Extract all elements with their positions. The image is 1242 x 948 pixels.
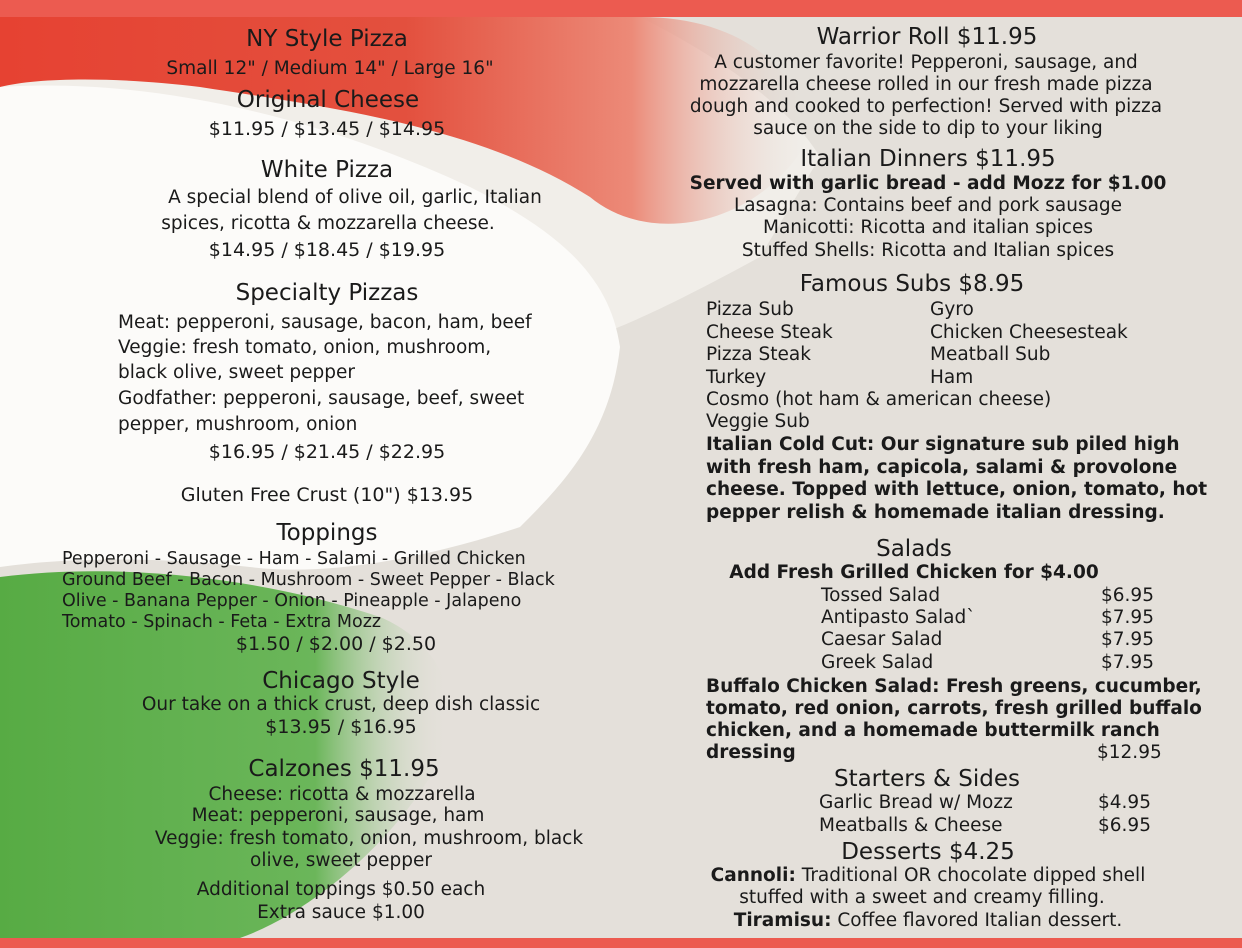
- calzones-extra-sauce: Extra sauce $1.00: [257, 902, 425, 923]
- starters-sides-title: Starters & Sides: [833, 766, 1021, 792]
- buffalo-chicken-salad-1: Buffalo Chicken Salad: Fresh greens, cucumber,: [706, 676, 1202, 697]
- famous-subs-title: Famous Subs $8.95: [799, 271, 1025, 297]
- bottom-stripe: [0, 938, 1242, 948]
- toppings-line-1: Pepperoni - Sausage - Ham - Salami - Grilled Chicken: [62, 549, 526, 569]
- warrior-roll-desc-3: dough and cooked to perfection! Served with pizza: [689, 96, 1163, 117]
- calzones-veggie: Veggie: fresh tomato, onion, mushroom, black: [154, 828, 584, 849]
- salad-name: Antipasto Salad`: [821, 607, 976, 628]
- dessert-cannoli-1: Cannoli: Traditional OR chocolate dipped shell: [710, 865, 1146, 886]
- white-pizza-price: $14.95 / $18.45 / $19.95: [208, 239, 446, 261]
- warrior-roll-desc-4: sauce on the side to dip to your liking: [753, 118, 1103, 139]
- specialty-pizzas-title: Specialty Pizzas: [235, 280, 419, 306]
- dinner-stuffed-shells: Stuffed Shells: Ricotta and Italian spices: [741, 240, 1115, 261]
- original-cheese-title: Original Cheese: [236, 87, 420, 113]
- calzones-title: Calzones $11.95: [248, 756, 440, 782]
- sub-cosmo: Cosmo (hot ham & american cheese): [706, 389, 1052, 410]
- italian-cold-cut-2: with fresh ham, capicola, salami & provolone: [706, 457, 1178, 478]
- warrior-roll-desc-1: A customer favorite! Pepperoni, sausage, and: [714, 52, 1138, 73]
- sub-item: Turkey: [706, 367, 767, 388]
- sub-item: Gyro: [930, 299, 974, 320]
- sub-item: Pizza Sub: [706, 299, 794, 320]
- dessert-cannoli-2: stuffed with a sweet and creamy filling.: [739, 887, 1105, 908]
- buffalo-chicken-salad-2: tomato, red onion, carrots, fresh grilled buffalo: [706, 698, 1202, 719]
- starter-name: Meatballs & Cheese: [819, 815, 1003, 836]
- original-cheese-price: $11.95 / $13.45 / $14.95: [208, 118, 446, 140]
- sub-item: Chicken Cheesesteak: [930, 322, 1128, 343]
- sub-item: Pizza Steak: [706, 344, 811, 365]
- italian-cold-cut-3: cheese. Topped with lettuce, onion, tomato, hot: [706, 479, 1208, 500]
- starter-name: Garlic Bread w/ Mozz: [819, 792, 1013, 813]
- italian-dinners-served-with: Served with garlic bread - add Mozz for $1.00: [689, 173, 1167, 194]
- specialty-godfather-cont: pepper, mushroom, onion: [118, 414, 358, 435]
- sub-veggie: Veggie Sub: [706, 411, 810, 432]
- salad-name: Tossed Salad: [821, 585, 941, 606]
- dinner-manicotti: Manicotti: Ricotta and italian spices: [763, 217, 1093, 238]
- toppings-title: Toppings: [276, 520, 378, 546]
- toppings-price: $1.50 / $2.00 / $2.50: [235, 633, 437, 655]
- calzones-meat: Meat: pepperoni, sausage, ham: [191, 805, 485, 826]
- italian-cold-cut-1: Italian Cold Cut: Our signature sub piled high: [706, 434, 1180, 455]
- ny-style-sizes: Small 12" / Medium 14" / Large 16": [166, 58, 494, 79]
- salad-price: $7.95: [1101, 607, 1154, 628]
- calzones-cheese: Cheese: ricotta & mozzarella: [208, 784, 476, 805]
- sub-item: Ham: [930, 367, 974, 388]
- chicago-style-desc: Our take on a thick crust, deep dish classic: [141, 694, 541, 715]
- salad-price: $7.95: [1101, 652, 1154, 673]
- calzones-veggie-cont: olive, sweet pepper: [250, 850, 432, 871]
- salad-price: $7.95: [1101, 629, 1154, 650]
- salad-name: Caesar Salad: [821, 629, 943, 650]
- toppings-line-4: Tomato - Spinach - Feta - Extra Mozz: [62, 612, 382, 632]
- starter-price: $6.95: [1098, 815, 1151, 836]
- calzones-additional-toppings: Additional toppings $0.50 each: [196, 879, 486, 900]
- ny-style-title: NY Style Pizza: [246, 26, 408, 52]
- salads-add-chicken: Add Fresh Grilled Chicken for $4.00: [729, 562, 1099, 583]
- italian-cold-cut-4: pepper relish & homemade italian dressing.: [706, 502, 1165, 523]
- specialty-meat: Meat: pepperoni, sausage, bacon, ham, beef: [118, 312, 532, 333]
- toppings-line-2: Ground Beef - Bacon - Mushroom - Sweet Pepper - Black: [62, 570, 555, 590]
- warrior-roll-title: Warrior Roll $11.95: [816, 24, 1038, 50]
- buffalo-chicken-salad-3: chicken, and a homemade buttermilk ranch: [706, 720, 1160, 741]
- dinner-lasagna: Lasagna: Contains beef and pork sausage: [733, 195, 1123, 216]
- salad-price: $6.95: [1101, 585, 1154, 606]
- white-pizza-desc-2: spices, ricotta & mozzarella cheese.: [161, 213, 495, 234]
- specialty-veggie-cont: black olive, sweet pepper: [118, 362, 355, 383]
- salad-name: Greek Salad: [821, 652, 934, 673]
- starter-price: $4.95: [1098, 792, 1151, 813]
- salads-title: Salads: [876, 536, 952, 562]
- chicago-style-title: Chicago Style: [262, 668, 420, 694]
- specialty-veggie: Veggie: fresh tomato, onion, mushroom,: [118, 337, 492, 358]
- warrior-roll-desc-2: mozzarella cheese rolled in our fresh made pizza: [699, 74, 1153, 95]
- chicago-style-price: $13.95 / $16.95: [265, 716, 417, 738]
- top-stripe: [0, 0, 1242, 17]
- toppings-line-3: Olive - Banana Pepper - Onion - Pineapple - Jalapeno: [62, 591, 522, 611]
- desserts-title: Desserts $4.25: [841, 839, 1015, 865]
- buffalo-chicken-salad-price: $12.95: [1097, 742, 1162, 763]
- italian-dinners-title: Italian Dinners $11.95: [800, 146, 1056, 172]
- white-pizza-desc-1: A special blend of olive oil, garlic, Italian: [168, 187, 542, 208]
- white-pizza-title: White Pizza: [260, 157, 394, 183]
- dessert-tiramisu: Tiramisu: Coffee flavored Italian dessert.: [733, 910, 1123, 931]
- specialty-price: $16.95 / $21.45 / $22.95: [208, 441, 446, 463]
- buffalo-chicken-salad-4: dressing: [706, 742, 796, 763]
- sub-item: Meatball Sub: [930, 344, 1051, 365]
- sub-item: Cheese Steak: [706, 322, 833, 343]
- gluten-free-crust: Gluten Free Crust (10") $13.95: [180, 484, 474, 506]
- specialty-godfather: Godfather: pepperoni, sausage, beef, sweet: [118, 388, 525, 409]
